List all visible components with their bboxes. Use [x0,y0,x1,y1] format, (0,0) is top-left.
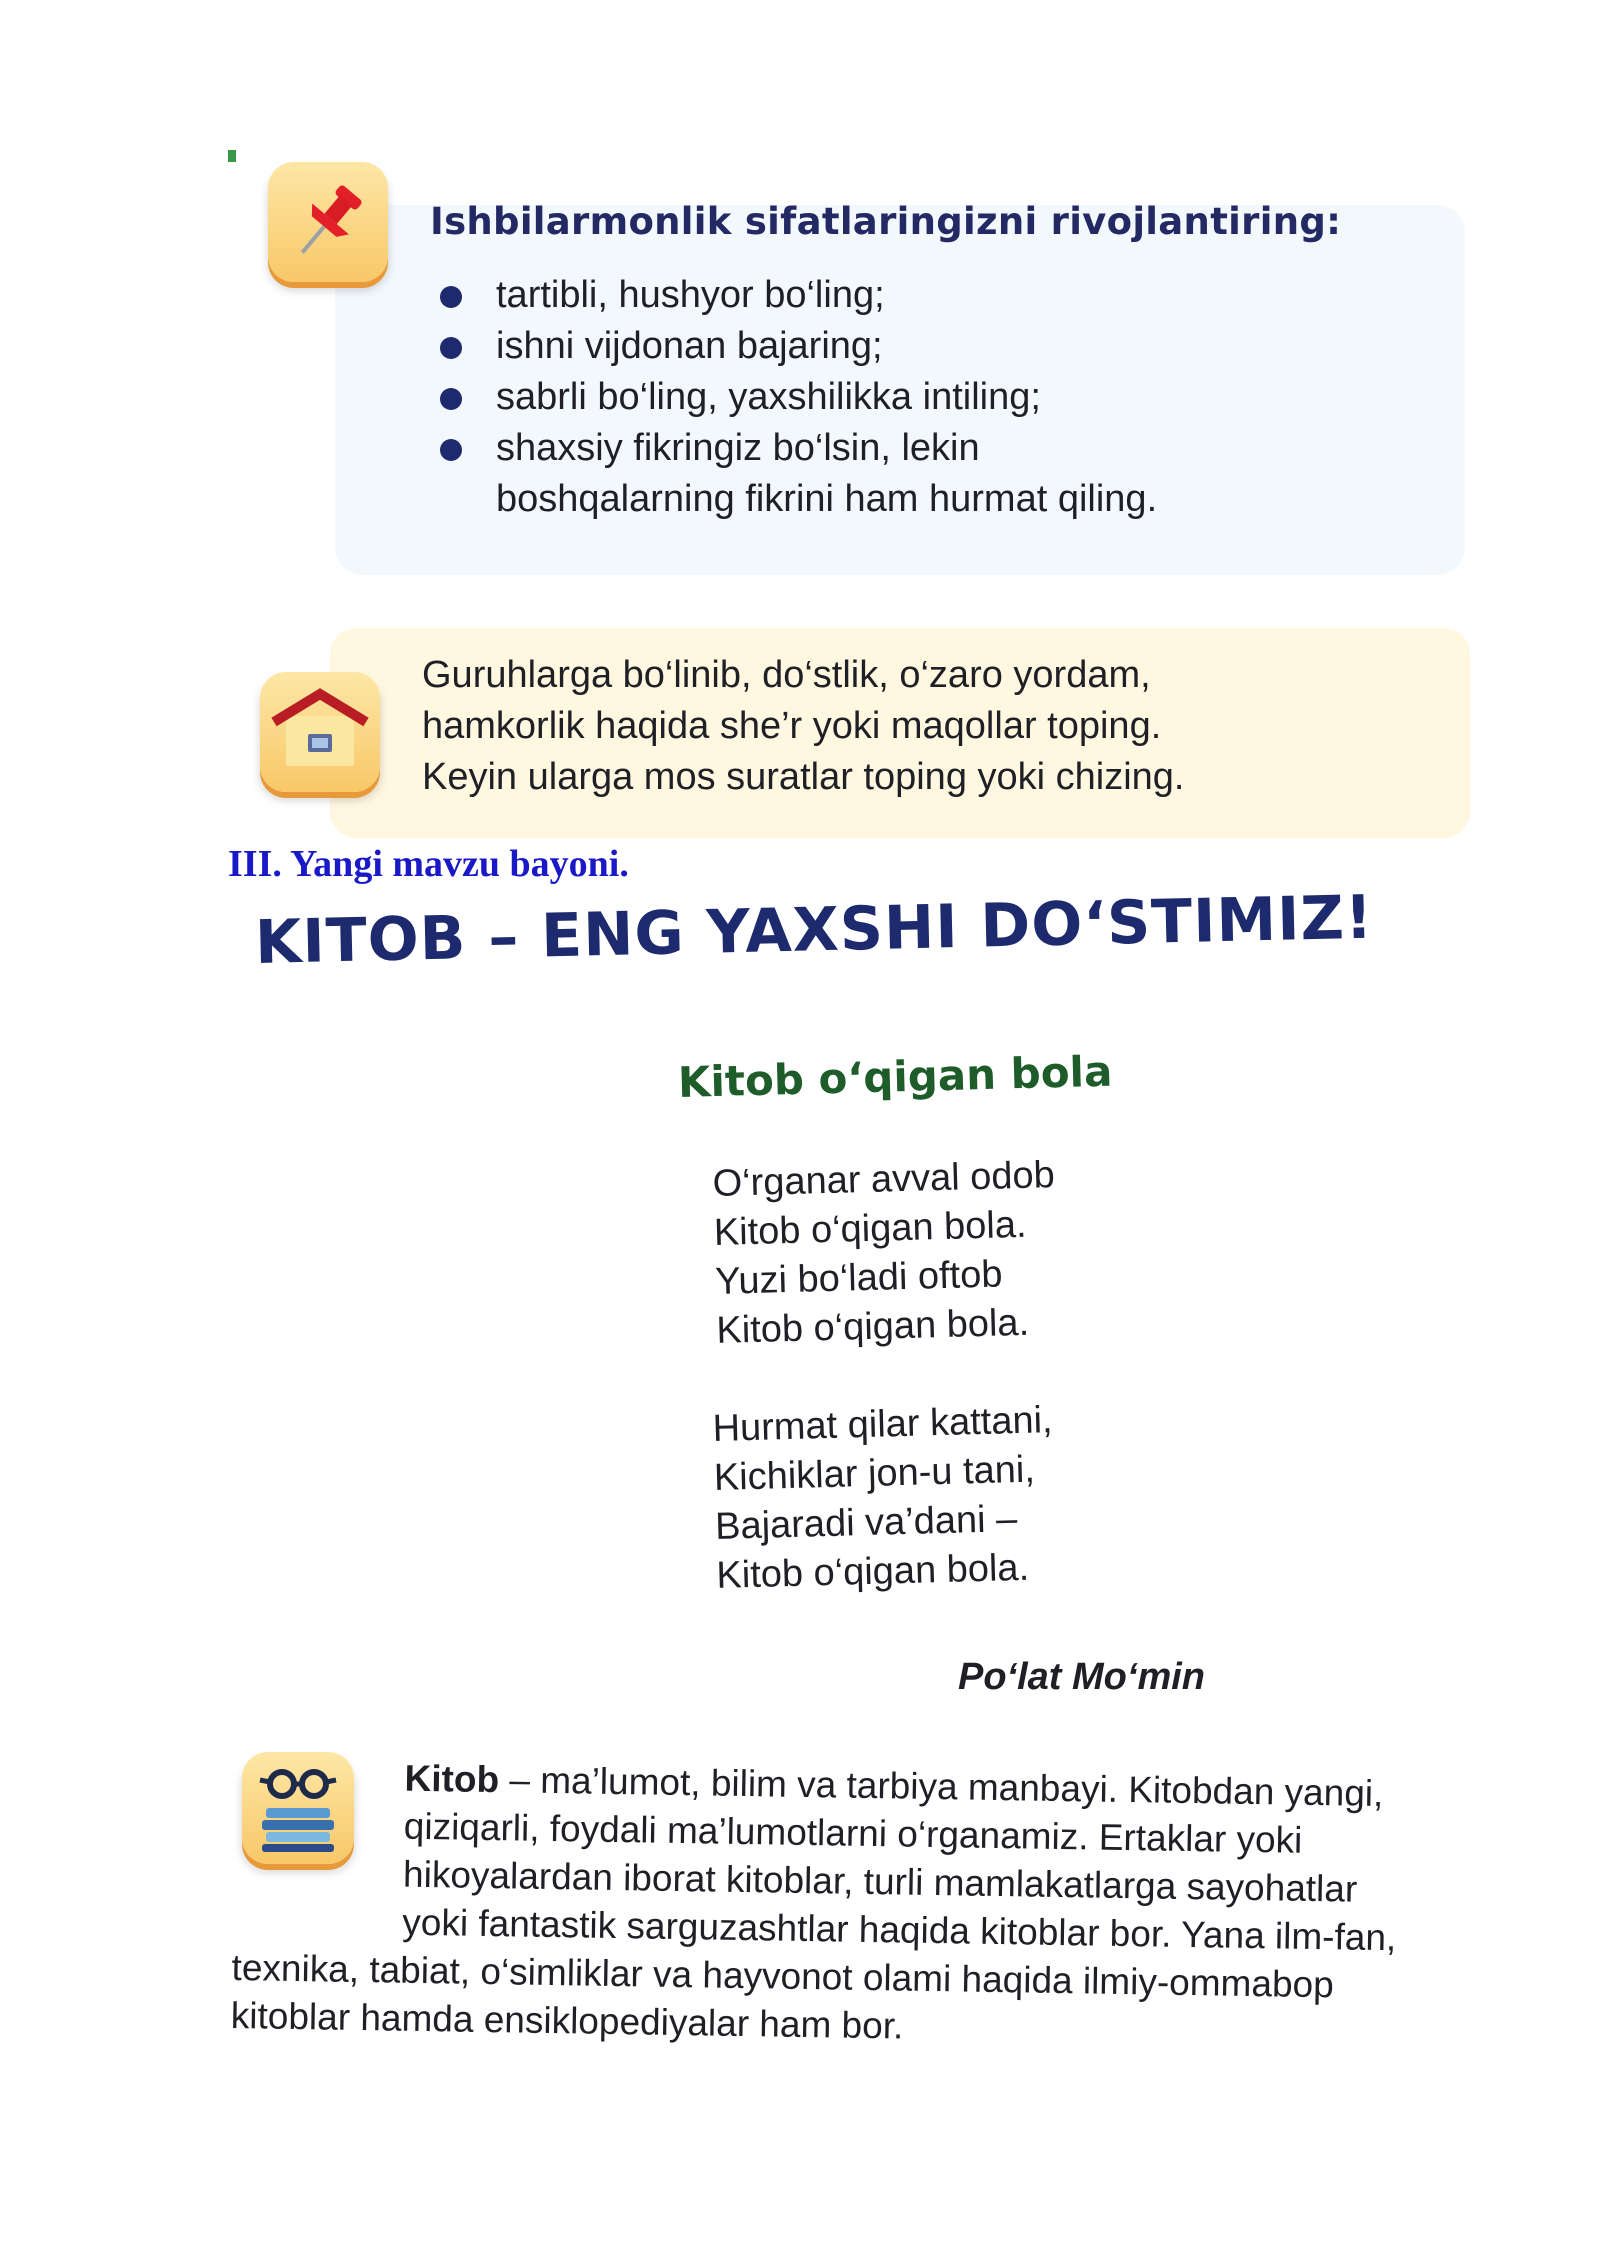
list-item: tartibli, hushyor bo‘ling; [430,270,1157,321]
bullet-icon [440,388,462,410]
info-line: hikoyalardan iborat kitoblar, turli mamlakatlarga sayohatlar [402,1853,1358,1910]
task-line: Guruhlarga bo‘linib, do‘stlik, o‘zaro yordam, [422,654,1151,696]
list-item: ishni vijdonan bajaring; [430,321,1157,372]
house-icon [260,672,380,792]
task-line: Keyin ularga mos suratlar toping yoki chizing. [422,756,1185,798]
tip-list [430,270,1157,525]
poem-title: Kitob o‘qigan bola [677,1046,1113,1107]
list-item: shaxsiy fikringiz bo‘lsin, lekin [430,423,1157,474]
poem-line: O‘rganar avval odob [712,1154,1056,1205]
poem-line: Kitob o‘qigan bola. [715,1301,1030,1352]
section-heading: III. Yangi mavzu bayoni. [228,843,629,885]
poem-stanza-1 [712,1151,1059,1356]
poem-line: Kitob o‘qigan bola. [715,1546,1030,1597]
poem-line: Kitob o‘qigan bola. [713,1203,1028,1254]
info-paragraph [230,1752,1474,2059]
poem-line: Yuzi bo‘ladi oftob [714,1253,1003,1303]
info-line: yoki fantastik sarguzashtlar haqida kitoblar bor. Yana ilm-fan, [402,1901,1397,1959]
list-item-continuation: boshqalarning fikrini ham hurmat qiling. [496,478,1158,520]
bullet-icon [440,286,462,308]
info-line: kitoblar hamda ensiklopediyalar ham bor. [230,1994,904,2047]
info-line: qiziqarli, foydali ma’lumotlarni o‘rganamiz. Ertaklar yoki [403,1805,1303,1861]
bullet-icon [440,439,462,461]
main-title: KITOB – ENG YAXSHI DO‘STIMIZ! [254,882,1375,978]
info-line: Kitob – ma’lumot, bilim va tarbiya manbayi. Kitobdan yangi, [404,1757,1384,1815]
poem-author: Po‘lat Mo‘min [958,1656,1205,1698]
info-line: texnika, tabiat, o‘simliklar va hayvonot olami haqida ilmiy-ommabop [231,1946,1335,2006]
task-line: hamkorlik haqida she’r yoki maqollar toping. [422,705,1162,747]
list-item: sabrli bo‘ling, yaxshilikka intiling; [430,372,1157,423]
poem-line: Kichiklar jon-u tani, [713,1448,1036,1499]
poem-line: Bajaradi va’dani – [714,1498,1018,1548]
tip-title: Ishbilarmonlik sifatlaringizni rivojlantiring: [430,200,1342,243]
pushpin-icon [268,162,388,282]
poem-line: Hurmat qilar kattani, [712,1399,1054,1450]
task-text [422,650,1442,803]
poem-stanza-2 [712,1396,1057,1601]
corner-mark [228,150,236,162]
bullet-icon [440,337,462,359]
info-term: Kitob [404,1757,500,1801]
